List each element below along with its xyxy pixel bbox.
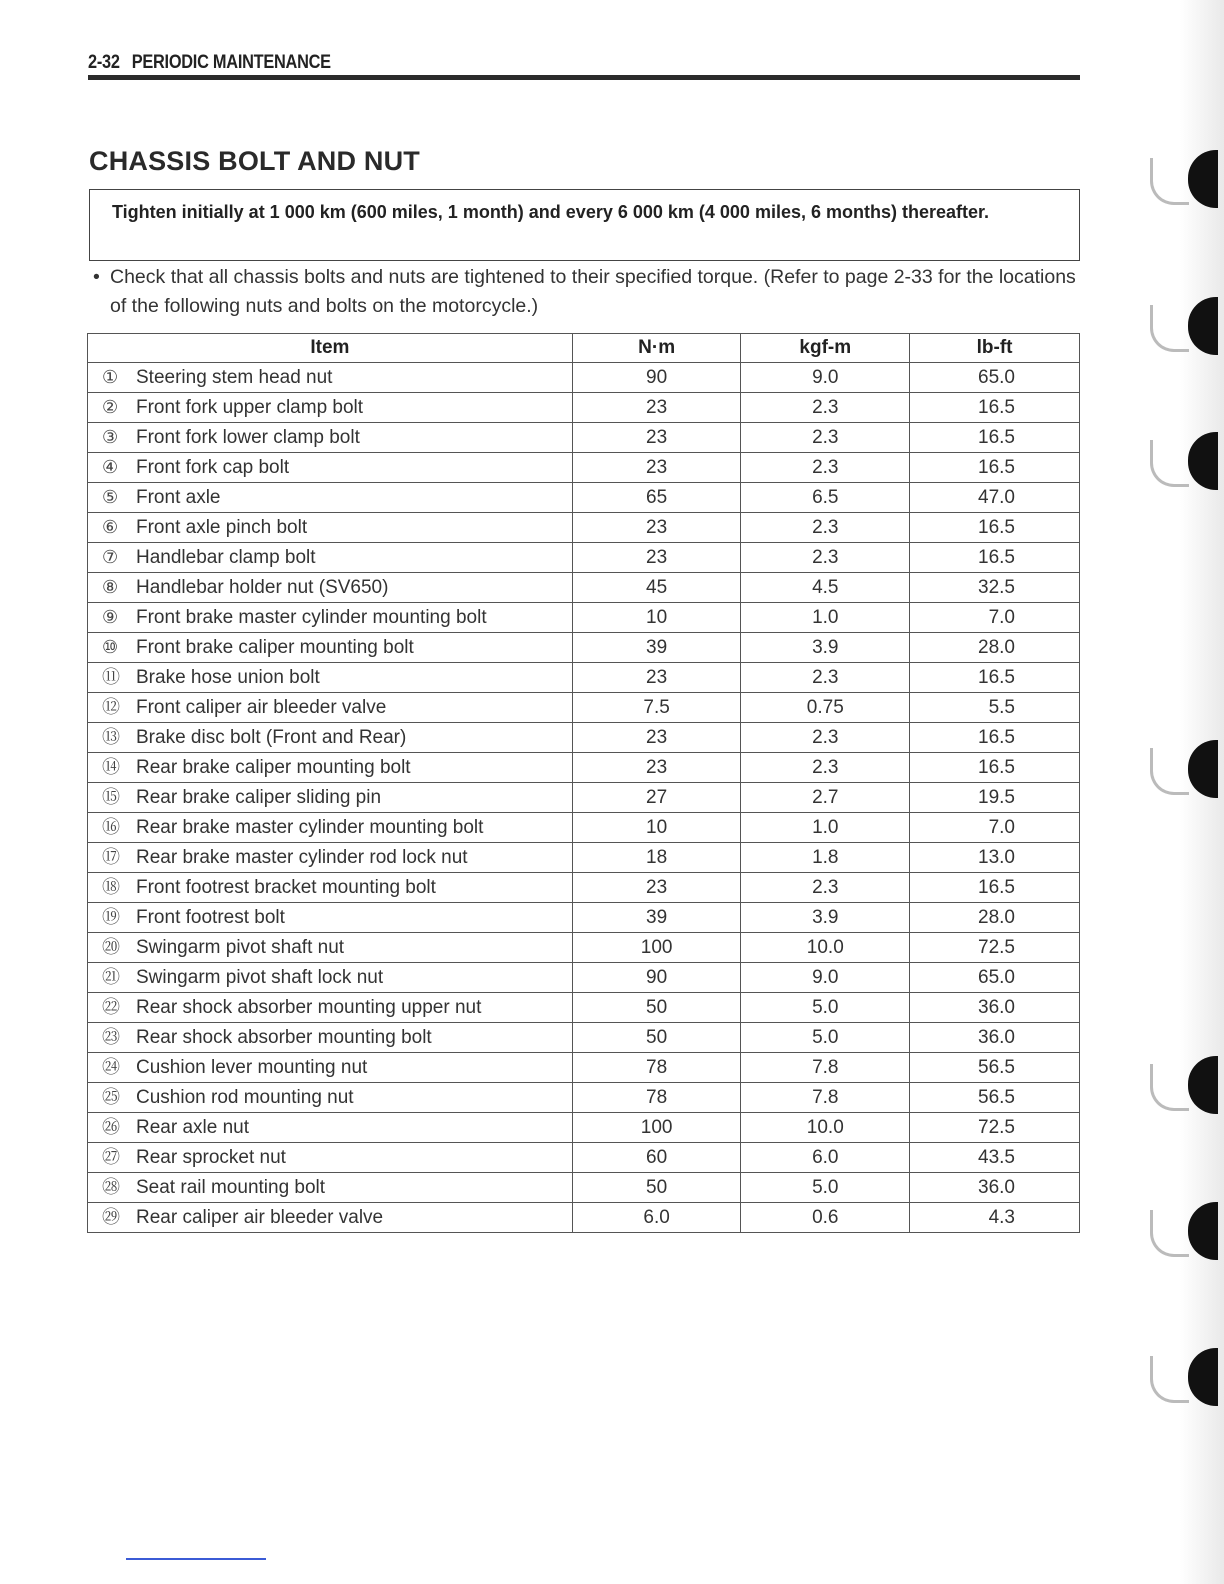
table-row: [88, 363, 1080, 393]
page-header: [88, 52, 941, 74]
lbft-value: 16.5: [910, 753, 1080, 783]
binder-hook-icon: [1150, 158, 1189, 205]
kgfm-value: 5.0: [741, 1173, 910, 1203]
item-name: Rear shock absorber mounting upper nut: [136, 997, 482, 1019]
item-name: Cushion lever mounting nut: [136, 1057, 368, 1079]
interval-note-box: [89, 189, 1080, 261]
lbft-value: 5.5: [910, 693, 1080, 723]
item-cell: [88, 1173, 573, 1203]
nm-value: 78: [572, 1083, 741, 1113]
table-header-row: [88, 334, 1080, 363]
nm-value: 23: [572, 873, 741, 903]
kgfm-value: 2.3: [741, 513, 910, 543]
kgfm-value: 2.3: [741, 723, 910, 753]
item-cell: [88, 783, 573, 813]
nm-value: 90: [572, 963, 741, 993]
table-row: [88, 1023, 1080, 1053]
item-number: ①: [102, 367, 119, 388]
table-row: [88, 483, 1080, 513]
item-name: Front axle: [136, 487, 221, 509]
nm-value: 23: [572, 423, 741, 453]
table-row: [88, 933, 1080, 963]
table-row: [88, 1113, 1080, 1143]
nm-value: 23: [572, 543, 741, 573]
item-name: Rear brake caliper mounting bolt: [136, 757, 411, 779]
table-row: [88, 393, 1080, 423]
lbft-value: 16.5: [910, 543, 1080, 573]
item-number: ⑧: [102, 577, 119, 598]
item-name: Handlebar clamp bolt: [136, 547, 316, 569]
table-row: [88, 1053, 1080, 1083]
nm-value: 18: [572, 843, 741, 873]
binder-hook-icon: [1150, 748, 1189, 795]
nm-value: 65: [572, 483, 741, 513]
item-name: Swingarm pivot shaft lock nut: [136, 967, 384, 989]
item-number: ㉒: [102, 997, 120, 1018]
item-cell: [88, 963, 573, 993]
kgfm-value: 1.8: [741, 843, 910, 873]
item-name: Rear brake master cylinder mounting bolt: [136, 817, 484, 839]
nm-value: 6.0: [572, 1203, 741, 1233]
table-row: [88, 543, 1080, 573]
kgfm-value: 2.3: [741, 753, 910, 783]
kgfm-value: 3.9: [741, 903, 910, 933]
nm-value: 39: [572, 903, 741, 933]
item-name: Front brake master cylinder mounting bolt: [136, 607, 487, 629]
table-body: [88, 363, 1080, 1233]
lbft-value: 28.0: [910, 633, 1080, 663]
item-name: Handlebar holder nut (SV650): [136, 577, 389, 599]
header-rule: [88, 75, 1080, 80]
header-kgfm: kgf-m: [741, 334, 910, 363]
kgfm-value: 2.3: [741, 423, 910, 453]
table-row: [88, 783, 1080, 813]
item-number: ㉕: [102, 1087, 120, 1108]
kgfm-value: 10.0: [741, 1113, 910, 1143]
item-cell: [88, 363, 573, 393]
lbft-value: 16.5: [910, 393, 1080, 423]
kgfm-value: 2.3: [741, 873, 910, 903]
nm-value: 10: [572, 603, 741, 633]
item-name: Cushion rod mounting nut: [136, 1087, 354, 1109]
item-name: Rear sprocket nut: [136, 1147, 286, 1169]
table-row: [88, 843, 1080, 873]
kgfm-value: 2.3: [741, 543, 910, 573]
page-title: CHASSIS BOLT AND NUT: [89, 146, 420, 176]
section-name: PERIODIC MAINTENANCE: [131, 52, 331, 73]
item-name: Brake disc bolt (Front and Rear): [136, 727, 407, 749]
item-name: Front axle pinch bolt: [136, 517, 308, 539]
kgfm-value: 1.0: [741, 603, 910, 633]
item-number: ⑯: [102, 817, 120, 838]
item-cell: [88, 423, 573, 453]
item-cell: [88, 1053, 573, 1083]
lbft-value: 7.0: [910, 813, 1080, 843]
table-row: [88, 1173, 1080, 1203]
lbft-value: 36.0: [910, 1023, 1080, 1053]
item-number: ⑤: [102, 487, 119, 508]
item-number: ㉑: [102, 967, 120, 988]
item-number: ⑱: [102, 877, 120, 898]
table-row: [88, 603, 1080, 633]
item-cell: [88, 453, 573, 483]
item-number: ③: [102, 427, 119, 448]
kgfm-value: 5.0: [741, 993, 910, 1023]
header-lbft: lb-ft: [910, 334, 1080, 363]
lbft-value: 32.5: [910, 573, 1080, 603]
nm-value: 50: [572, 993, 741, 1023]
header-nm: N·m: [572, 334, 741, 363]
footer-line: [126, 1558, 266, 1560]
item-name: Rear axle nut: [136, 1117, 250, 1139]
lbft-value: 56.5: [910, 1083, 1080, 1113]
item-number: ⑲: [102, 907, 120, 928]
lbft-value: 36.0: [910, 1173, 1080, 1203]
item-number: ④: [102, 457, 119, 478]
nm-value: 39: [572, 633, 741, 663]
kgfm-value: 2.3: [741, 663, 910, 693]
table-row: [88, 513, 1080, 543]
lbft-value: 65.0: [910, 963, 1080, 993]
item-name: Swingarm pivot shaft nut: [136, 937, 345, 959]
binder-hook-icon: [1150, 1356, 1189, 1403]
binder-hook-icon: [1150, 1210, 1189, 1257]
item-name: Front footrest bolt: [136, 907, 285, 929]
lbft-value: 47.0: [910, 483, 1080, 513]
item-number: ⑮: [102, 787, 120, 808]
item-number: ⑥: [102, 517, 119, 538]
lbft-value: 36.0: [910, 993, 1080, 1023]
lbft-value: 16.5: [910, 663, 1080, 693]
nm-value: 100: [572, 933, 741, 963]
item-number: ⑫: [102, 697, 120, 718]
item-cell: [88, 483, 573, 513]
item-name: Front fork upper clamp bolt: [136, 397, 364, 419]
lbft-value: 19.5: [910, 783, 1080, 813]
page-number: 2-32: [88, 52, 120, 73]
table-row: [88, 723, 1080, 753]
lbft-value: 16.5: [910, 873, 1080, 903]
lbft-value: 72.5: [910, 933, 1080, 963]
item-name: Front fork lower clamp bolt: [136, 427, 360, 449]
kgfm-value: 5.0: [741, 1023, 910, 1053]
table-row: [88, 633, 1080, 663]
lbft-value: 16.5: [910, 423, 1080, 453]
item-cell: [88, 573, 573, 603]
kgfm-value: 10.0: [741, 933, 910, 963]
table-row: [88, 753, 1080, 783]
table-row: [88, 873, 1080, 903]
lbft-value: 16.5: [910, 723, 1080, 753]
nm-value: 60: [572, 1143, 741, 1173]
header-item: Item: [88, 334, 573, 363]
item-number: ㉙: [102, 1207, 120, 1228]
kgfm-value: 7.8: [741, 1053, 910, 1083]
item-number: ㉔: [102, 1057, 120, 1078]
nm-value: 23: [572, 513, 741, 543]
item-number: ②: [102, 397, 119, 418]
kgfm-value: 7.8: [741, 1083, 910, 1113]
item-cell: [88, 543, 573, 573]
nm-value: 10: [572, 813, 741, 843]
item-cell: [88, 1143, 573, 1173]
nm-value: 23: [572, 753, 741, 783]
binder-hook-icon: [1150, 305, 1189, 352]
lbft-value: 28.0: [910, 903, 1080, 933]
item-number: ㉖: [102, 1117, 120, 1138]
item-number: ㉘: [102, 1177, 120, 1198]
item-name: Brake hose union bolt: [136, 667, 320, 689]
item-number: ⑬: [102, 727, 120, 748]
item-name: Rear brake master cylinder rod lock nut: [136, 847, 468, 869]
kgfm-value: 2.3: [741, 453, 910, 483]
item-cell: [88, 1083, 573, 1113]
item-number: ⑳: [102, 937, 120, 958]
item-cell: [88, 513, 573, 543]
item-number: ⑪: [102, 667, 120, 688]
nm-value: 23: [572, 453, 741, 483]
lbft-value: 43.5: [910, 1143, 1080, 1173]
torque-table: [87, 333, 1080, 1233]
kgfm-value: 3.9: [741, 633, 910, 663]
binder-hook-icon: [1150, 440, 1189, 487]
lbft-value: 7.0: [910, 603, 1080, 633]
item-cell: [88, 753, 573, 783]
table-row: [88, 1143, 1080, 1173]
nm-value: 50: [572, 1173, 741, 1203]
item-cell: [88, 1113, 573, 1143]
item-cell: [88, 843, 573, 873]
nm-value: 78: [572, 1053, 741, 1083]
item-number: ㉓: [102, 1027, 120, 1048]
item-cell: [88, 603, 573, 633]
item-number: ⑦: [102, 547, 119, 568]
item-cell: [88, 933, 573, 963]
item-cell: [88, 693, 573, 723]
kgfm-value: 9.0: [741, 363, 910, 393]
item-number: ⑩: [102, 637, 119, 658]
table-row: [88, 1203, 1080, 1233]
table-row: [88, 663, 1080, 693]
instruction-bullet: [93, 263, 1083, 321]
table-row: [88, 963, 1080, 993]
instruction-text: Check that all chassis bolts and nuts are tightened to their specified torque. (Refer to page 2-33 for the locations of the following nuts and bolts on the motorcycle.): [110, 266, 1076, 317]
item-name: Rear brake caliper sliding pin: [136, 787, 382, 809]
kgfm-value: 6.0: [741, 1143, 910, 1173]
table-row: [88, 993, 1080, 1023]
item-number: ⑨: [102, 607, 119, 628]
item-cell: [88, 873, 573, 903]
kgfm-value: 9.0: [741, 963, 910, 993]
kgfm-value: 2.3: [741, 393, 910, 423]
kgfm-value: 2.7: [741, 783, 910, 813]
item-cell: [88, 1023, 573, 1053]
item-number: ⑰: [102, 847, 120, 868]
kgfm-value: 0.6: [741, 1203, 910, 1233]
kgfm-value: 6.5: [741, 483, 910, 513]
nm-value: 100: [572, 1113, 741, 1143]
lbft-value: 56.5: [910, 1053, 1080, 1083]
nm-value: 50: [572, 1023, 741, 1053]
item-name: Front caliper air bleeder valve: [136, 697, 387, 719]
kgfm-value: 0.75: [741, 693, 910, 723]
item-name: Front fork cap bolt: [136, 457, 290, 479]
lbft-value: 13.0: [910, 843, 1080, 873]
binder-hook-icon: [1150, 1064, 1189, 1111]
item-cell: [88, 813, 573, 843]
nm-value: 45: [572, 573, 741, 603]
lbft-value: 4.3: [910, 1203, 1080, 1233]
nm-value: 23: [572, 663, 741, 693]
nm-value: 27: [572, 783, 741, 813]
table-row: [88, 903, 1080, 933]
lbft-value: 16.5: [910, 513, 1080, 543]
table-row: [88, 573, 1080, 603]
item-name: Rear shock absorber mounting bolt: [136, 1027, 432, 1049]
table-row: [88, 693, 1080, 723]
lbft-value: 16.5: [910, 453, 1080, 483]
interval-note: Tighten initially at 1 000 km (600 miles, 1 month) and every 6 000 km (4 000 miles, 6 months) thereafter.: [112, 202, 990, 222]
table-row: [88, 813, 1080, 843]
item-name: Front footrest bracket mounting bolt: [136, 877, 436, 899]
bullet-dot-icon: •: [93, 266, 100, 288]
item-number: ⑭: [102, 757, 120, 778]
lbft-value: 65.0: [910, 363, 1080, 393]
nm-value: 7.5: [572, 693, 741, 723]
item-name: Steering stem head nut: [136, 367, 333, 389]
kgfm-value: 1.0: [741, 813, 910, 843]
nm-value: 23: [572, 393, 741, 423]
nm-value: 23: [572, 723, 741, 753]
item-cell: [88, 723, 573, 753]
item-cell: [88, 663, 573, 693]
item-cell: [88, 993, 573, 1023]
table-row: [88, 423, 1080, 453]
item-name: Rear caliper air bleeder valve: [136, 1207, 384, 1229]
lbft-value: 72.5: [910, 1113, 1080, 1143]
item-name: Front brake caliper mounting bolt: [136, 637, 414, 659]
kgfm-value: 4.5: [741, 573, 910, 603]
table-row: [88, 1083, 1080, 1113]
item-number: ㉗: [102, 1147, 120, 1168]
table-row: [88, 453, 1080, 483]
item-cell: [88, 633, 573, 663]
item-cell: [88, 393, 573, 423]
nm-value: 90: [572, 363, 741, 393]
item-name: Seat rail mounting bolt: [136, 1177, 326, 1199]
item-cell: [88, 1203, 573, 1233]
item-cell: [88, 903, 573, 933]
